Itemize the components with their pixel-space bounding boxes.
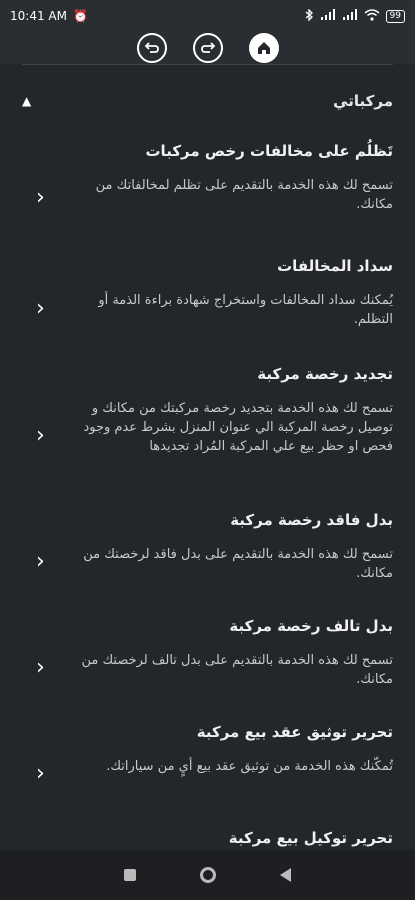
- home-icon: [256, 40, 272, 56]
- list-item[interactable]: [0, 140, 415, 255]
- redo-arrow-icon: [200, 41, 216, 55]
- bluetooth-icon: [304, 9, 314, 24]
- item-description: تسمح لك هذه الخدمة بالتقديم على تظلم لمخالفاتك من مكانك.: [95, 178, 393, 212]
- status-time: 10:41 AM: [10, 9, 67, 23]
- battery-icon: 99: [386, 10, 405, 23]
- list-item[interactable]: [0, 509, 415, 615]
- item-title: تحرير توكيل بيع مركبة: [228, 829, 393, 847]
- item-description: تسمح لك هذه الخدمة بتجديد رخصة مركبتك من مكانك و توصيل رخصة المركبة الي عنوان المنزل بشرط عدم وجود فحص او حظر بيع علي المركبة المُراد تجديدها: [83, 401, 393, 454]
- wifi-icon: [364, 9, 380, 24]
- chevron-left-icon: ‹: [36, 549, 45, 574]
- item-title: سداد المخالفات: [277, 257, 393, 275]
- item-description: تسمح لك هذه الخدمة بالتقديم على بدل تالف لرخصتك من مكانك.: [81, 653, 393, 687]
- recents-button[interactable]: [124, 869, 136, 881]
- item-title: تحرير توثيق عقد بيع مركبة: [196, 723, 393, 741]
- chevron-left-icon: ‹: [36, 296, 45, 321]
- item-title: تَظلُم على مخالفات رخص مركبات: [145, 142, 393, 160]
- item-description: يُمكنك سداد المخالفات واستخراج شهادة براءة الذمة أو التظلم.: [98, 293, 393, 327]
- services-list: [0, 140, 415, 867]
- status-left: [10, 9, 88, 23]
- home-button[interactable]: [249, 33, 279, 63]
- item-description: تُمكّنك هذه الخدمة من توثيق عقد بيع أيٍ من سياراتك.: [106, 759, 393, 774]
- chevron-left-icon: ‹: [36, 423, 45, 448]
- chevron-left-icon: ‹: [36, 184, 45, 210]
- top-navigation: [0, 32, 415, 64]
- back-system-button[interactable]: [280, 868, 291, 882]
- list-item[interactable]: [0, 363, 415, 509]
- section-title: مركباتي: [333, 92, 393, 110]
- signal-icon-1: [320, 9, 336, 24]
- back-button[interactable]: [137, 33, 167, 63]
- forward-button[interactable]: [193, 33, 223, 63]
- item-description: تسمح لك هذه الخدمة بالتقديم على بدل فاقد لرخصتك من مكانك.: [83, 547, 393, 581]
- alarm-icon: ⏰: [72, 9, 88, 23]
- list-item[interactable]: [0, 255, 415, 363]
- home-system-button[interactable]: [200, 867, 216, 883]
- caret-up-icon: ▲: [22, 94, 32, 108]
- undo-arrow-icon: [144, 41, 160, 55]
- section-header[interactable]: [22, 84, 393, 118]
- chevron-left-icon: ‹: [36, 761, 45, 786]
- top-divider: [22, 64, 393, 65]
- list-item[interactable]: [0, 615, 415, 721]
- item-title: تجديد رخصة مركبة: [257, 365, 393, 383]
- status-bar: [0, 0, 415, 32]
- signal-icon-2: [342, 9, 358, 24]
- chevron-left-icon: ‹: [36, 655, 45, 680]
- item-title: بدل فاقد رخصة مركبة: [230, 511, 393, 529]
- item-title: بدل تالف رخصة مركبة: [229, 617, 393, 635]
- status-right: [304, 9, 405, 24]
- list-item[interactable]: [0, 721, 415, 827]
- system-navigation-bar: [0, 850, 415, 900]
